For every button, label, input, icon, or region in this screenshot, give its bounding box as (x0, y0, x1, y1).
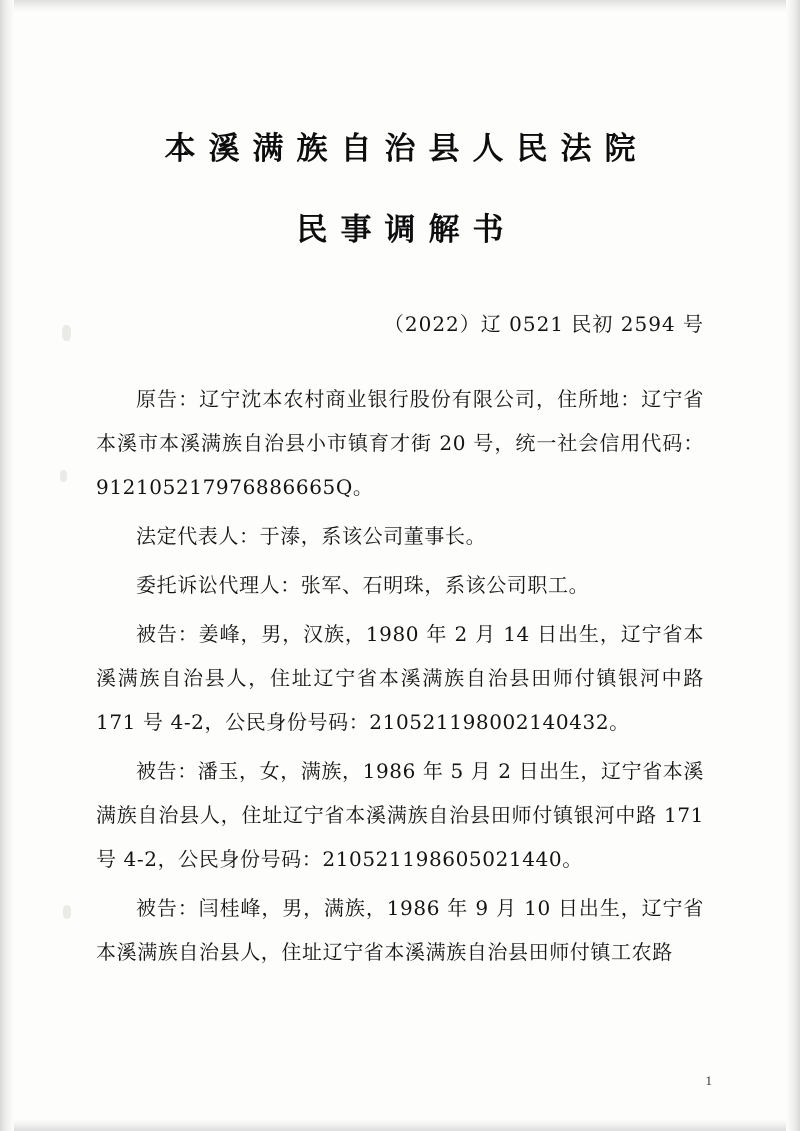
paragraph-defendant-1: 被告：姜峰，男，汉族，1980 年 2 月 14 日出生，辽宁省本溪满族自治县人，住址辽宁省本溪满族自治县田师付镇银河中路 171 号 4-2，公民身份号码：210521198002140432。 (96, 621, 704, 734)
document-subtitle: 民事调解书 (296, 211, 517, 248)
scan-edge-right (786, 0, 800, 1131)
scan-edge-left (0, 0, 14, 1131)
scan-speck (62, 325, 71, 341)
paragraph-legal-representative: 法定代表人：于溙，系该公司董事长。 (136, 523, 487, 548)
paragraph-litigation-agent: 委托诉讼代理人：张军、石明珠，系该公司职工。 (136, 572, 590, 597)
paragraph-defendant-3: 被告：闫桂峰，男，满族，1986 年 9 月 10 日出生，辽宁省本溪满族自治县人，住址辽宁省本溪满族自治县田师付镇工农路 (96, 895, 704, 964)
page-title: 本溪满族自治县人民法院 (164, 131, 649, 167)
paragraph-defendant-2: 被告：潘玉，女，满族，1986 年 5 月 2 日出生，辽宁省本溪满族自治县人，住址辽宁省本溪满族自治县田师付镇银河中路 171 号 4-2，公民身份号码：210521198605021440。 (96, 758, 704, 871)
scan-speck (63, 905, 71, 919)
document-content (96, 0, 704, 1131)
scan-speck (60, 470, 67, 482)
case-number: （2022）辽 0521 民初 2594 号 (383, 311, 704, 336)
page-number: 1 (705, 1073, 712, 1088)
document-body (96, 337, 704, 974)
paragraph-plaintiff: 原告：辽宁沈本农村商业银行股份有限公司，住所地：辽宁省本溪市本溪满族自治县小市镇育才街 20 号，统一社会信用代码：912105217976886665Q。 (96, 386, 704, 499)
